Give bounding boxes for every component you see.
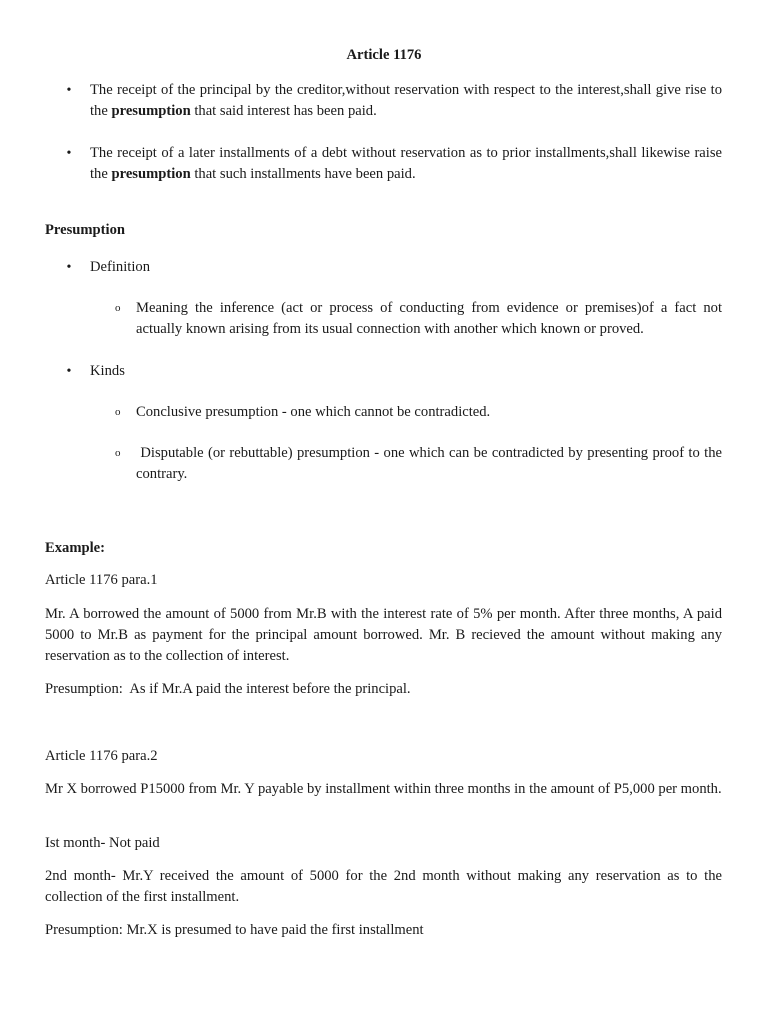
definition-label: Definition [90, 259, 150, 275]
sub-bullet-icon: o [115, 447, 121, 459]
sub-bullet-icon: o [115, 302, 121, 314]
definition-text: Meaning the inference (act or process of conducting from evidence or premises)of a fact not actually known arising from its usual connection with another which known or proved. [136, 300, 722, 337]
kinds-item-1: Conclusive presumption - one which cannot be contradicted. [136, 404, 491, 420]
intro-bullet-2 [90, 143, 722, 185]
intro-bullet-1-text-bold: presumption [111, 103, 191, 119]
para1-presumption: Presumption: As if Mr.A paid the interest before the principal. [45, 681, 411, 697]
para1-heading: Article 1176 para.1 [45, 572, 158, 588]
example-heading: Example: [45, 540, 105, 556]
intro-bullet-2-text-post: that such installments have been paid. [190, 166, 416, 182]
kinds-label: Kinds [90, 363, 125, 379]
para2-heading: Article 1176 para.2 [45, 748, 158, 764]
sub-bullet-icon: o [115, 406, 121, 418]
bullet-icon: • [66, 260, 72, 275]
intro-bullet-2-text-bold: presumption [111, 166, 191, 182]
kinds-item-2: Disputable (or rebuttable) presumption - one which can be contradicted by presenting proof to the contrary. [136, 445, 726, 482]
intro-bullet-1-text-post: that said interest has been paid. [190, 103, 377, 119]
intro-bullet-1 [90, 80, 722, 122]
intro-bullet-1-text-pre: The receipt of the principal by the creditor,without reservation with respect to the interest,shall give rise to the [90, 82, 722, 119]
para2-month1: Ist month- Not paid [45, 835, 160, 851]
bullet-icon: • [66, 83, 72, 98]
bullet-icon: • [66, 146, 72, 161]
para2-text: Mr X borrowed P15000 from Mr. Y payable by installment within three months in the amount of P5,000 per month. [45, 781, 722, 797]
bullet-icon: • [66, 364, 72, 379]
document-title: Article 1176 [346, 47, 422, 63]
intro-bullet-2-text-pre: The receipt of a later installments of a debt without reservation as to prior installments,shall likewise raise the [90, 145, 722, 182]
para1-text: Mr. A borrowed the amount of 5000 from Mr.B with the interest rate of 5% per month. After three months, A paid 5000 to Mr.B as payment for the principal amount borrowed. Mr. B recieved the amount without making any reservation as to the collection of interest. [45, 606, 722, 664]
para2-month2: 2nd month- Mr.Y received the amount of 5000 for the 2nd month without making any reservation as to the collection of the first installment. [45, 868, 722, 905]
para2-presumption: Presumption: Mr.X is presumed to have paid the first installment [45, 922, 424, 938]
presumption-heading: Presumption [45, 222, 126, 238]
